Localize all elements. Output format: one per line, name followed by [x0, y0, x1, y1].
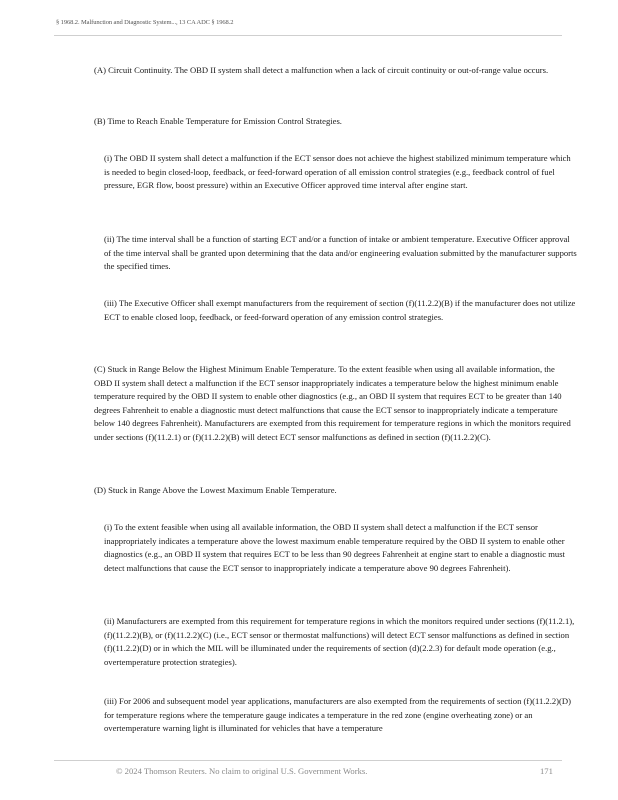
paragraph-c-stuck-below: (C) Stuck in Range Below the Highest Minimum Enable Temperature. To the extent feasible when using all available information, the OBD II system shall detect a malfunction if the ECT sensor inappropriately indicates a temperature below the highest minimum enable temperature required by the OBD II system to enable other diagnostics (e.g., an OBD II system that requires ECT to be greater than 140 degrees Fahrenheit to enable a diagnostic must detect malfunctions that cause the ECT sensor to inappropriately indicate a temperature below 140 degrees Fahrenheit). Manufacturers are exempted from this requirement for temperature regions in which the monitors required under sections (f)(11.2.1) or (f)(11.2.2)(B) will detect ECT sensor malfunctions as defined in section (f)(11.2.2)(C).	[94, 364, 571, 442]
footer-divider	[54, 760, 562, 761]
header-divider	[54, 35, 562, 36]
paragraph-d-iii: (iii) For 2006 and subsequent model year applications, manufacturers are also exempted from the requirements of section (f)(11.2.2)(D) for temperature regions where the temperature gauge indicates a temperature in the red zone (engine overheating zone) or an overtemperature warning light is illuminated for vehicles that have a temperature	[104, 696, 571, 734]
footer-copyright: © 2024 Thomson Reuters. No claim to original U.S. Government Works.	[116, 766, 368, 776]
paragraph-d-ii: (ii) Manufacturers are exempted from this requirement for temperature regions in which the monitors required under sections (f)(11.2.1), (f)(11.2.2)(B), or (f)(11.2.2)(C) (i.e., ECT sensor or thermostat malfunctions) will detect ECT sensor malfunctions as defined in section (f)(11.2.2)(D) or in which the MIL will be illuminated under the requirements of section (d)(2.2.3) for default mode operation (e.g., overtemperature protection strategies).	[104, 616, 575, 667]
paragraph-b-i: (i) The OBD II system shall detect a malfunction if the ECT sensor does not achieve the highest stabilized minimum temperature which is needed to begin closed-loop, feedback, or feed-forward operation of all emission control strategies (e.g., feedback control of fuel pressure, EGR flow, boost pressure) within an Executive Officer approved time interval after engine start.	[104, 153, 571, 191]
page-number: 171	[540, 766, 553, 776]
paragraph-d-heading: (D) Stuck in Range Above the Lowest Maximum Enable Temperature.	[94, 485, 337, 495]
paragraph-a-circuit-continuity: (A) Circuit Continuity. The OBD II system shall detect a malfunction when a lack of circuit continuity or out-of-range value occurs.	[94, 65, 549, 75]
paragraph-b-heading: (B) Time to Reach Enable Temperature for Emission Control Strategies.	[94, 116, 342, 126]
paragraph-d-i: (i) To the extent feasible when using all available information, the OBD II system shall detect a malfunction if the ECT sensor inappropriately indicates a temperature above the lowest maximum enable temperature required by the OBD II system to enable other diagnostics (e.g., an OBD II system that requires ECT to be less than 90 degrees Fahrenheit at engine start to enable a diagnostic must detect malfunctions that cause the ECT sensor to inappropriately indicate a temperature above 90 degrees Fahrenheit).	[104, 522, 565, 573]
paragraph-b-iii: (iii) The Executive Officer shall exempt manufacturers from the requirement of section (f)(11.2.2)(B) if the manufacturer does not utilize ECT to enable closed loop, feedback, or feed-forward operation of any emission control strategies.	[104, 298, 576, 322]
running-head: § 1968.2. Malfunction and Diagnostic System..., 13 CA ADC § 1968.2	[56, 19, 234, 26]
paragraph-b-ii: (ii) The time interval shall be a function of starting ECT and/or a function of intake or ambient temperature. Executive Officer approval of the time interval shall be granted upon determining that the data and/or engineering evaluation submitted by the manufacturer supports the specified times.	[104, 234, 577, 272]
